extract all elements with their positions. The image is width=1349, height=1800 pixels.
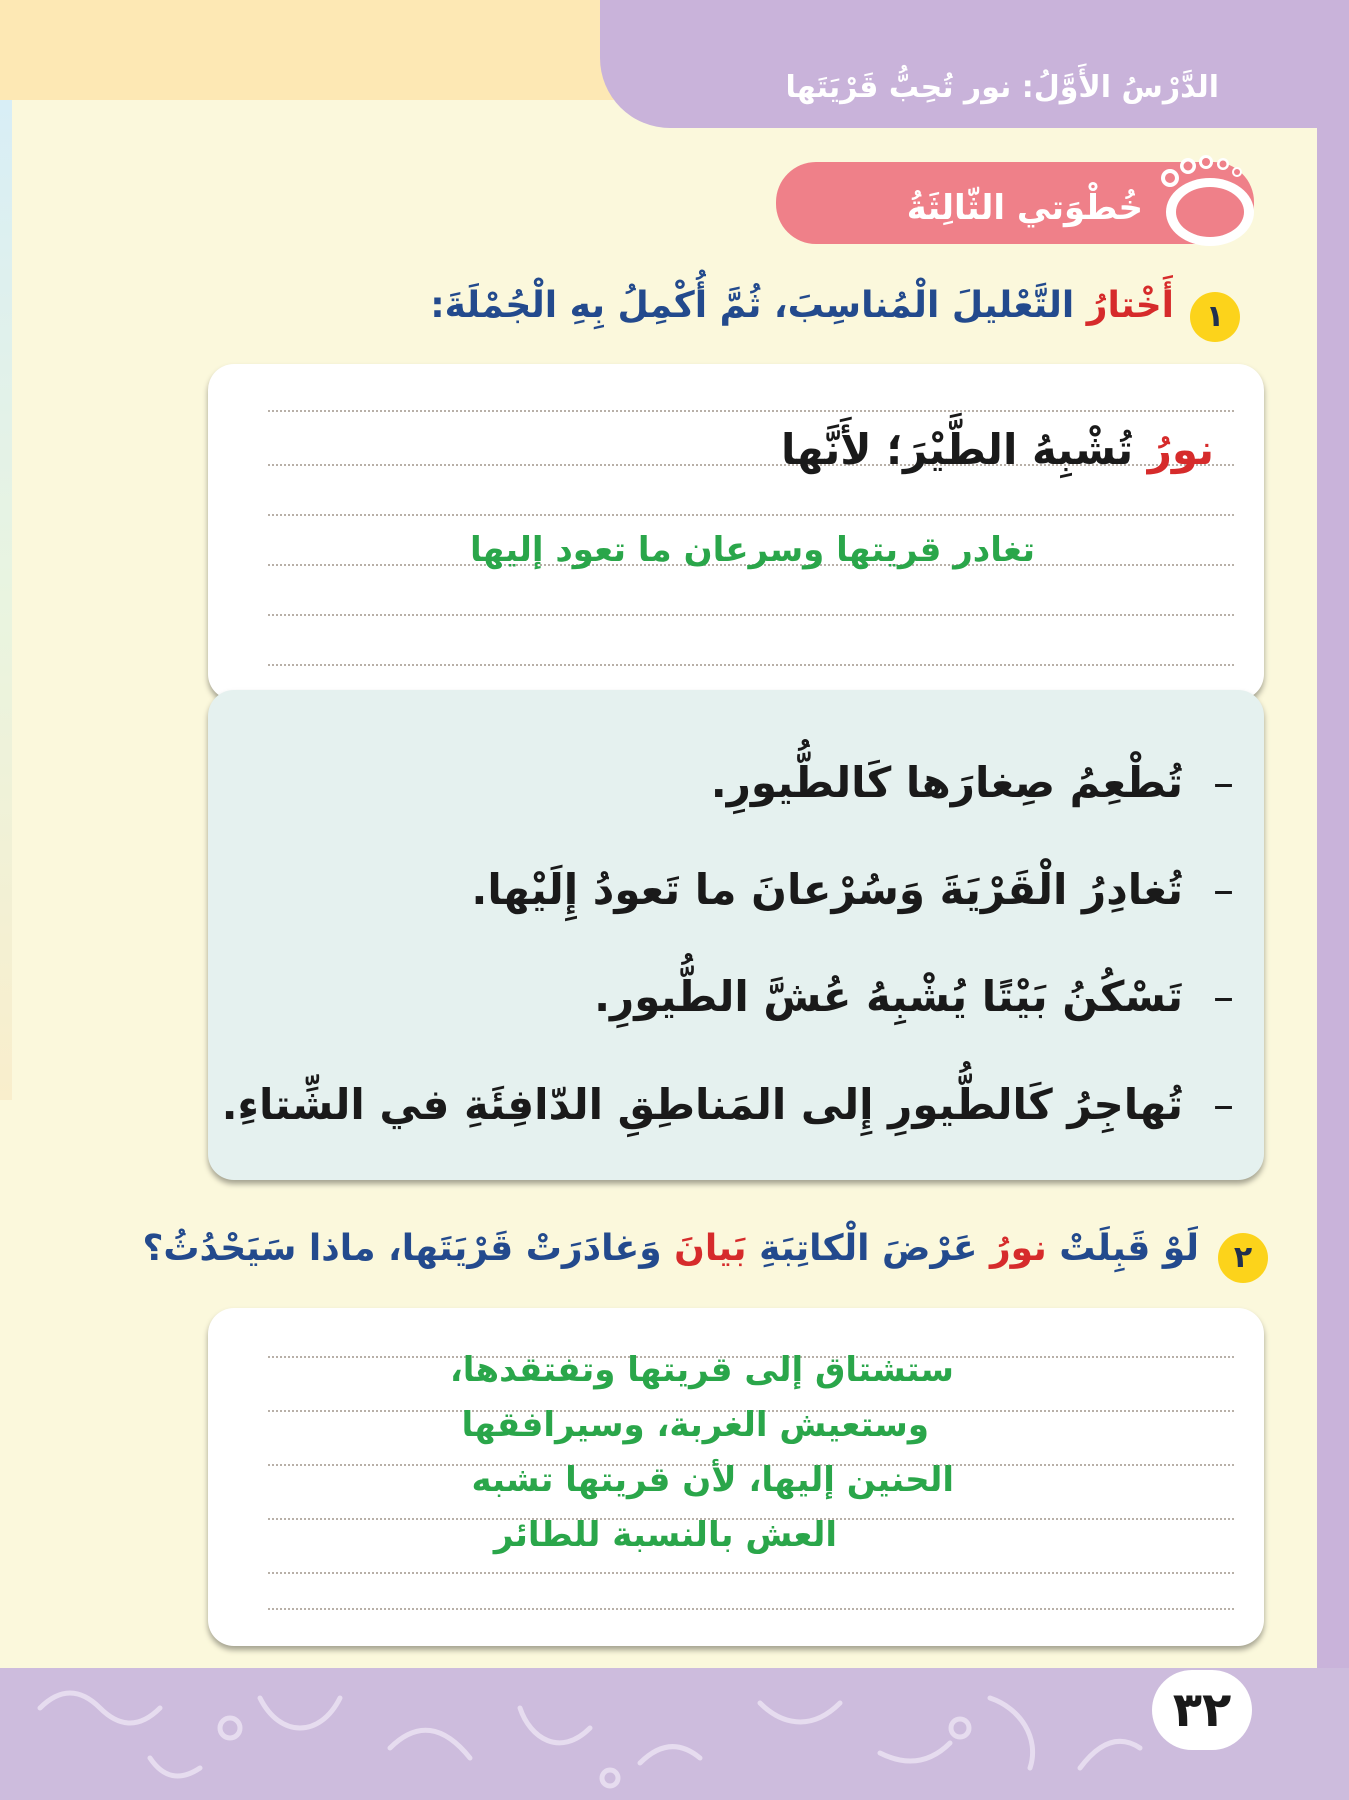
calligraphy-pattern xyxy=(0,1668,1349,1800)
answer-2-line: العش بالنسبة للطائر xyxy=(493,1515,837,1555)
answer-2-line: وستعيش الغربة، وسيرافقها xyxy=(461,1405,929,1445)
sentence-name: نورُ xyxy=(1147,425,1214,474)
footer-band xyxy=(0,1668,1349,1800)
writing-line xyxy=(268,664,1234,666)
writing-line xyxy=(268,1572,1234,1574)
option-text: تُغادِرُ الْقَرْيَةَ وَسُرْعانَ ما تَعودُ إِلَيْها. xyxy=(471,865,1183,914)
step-title: خُطْوَتي الثّالِثَةُ xyxy=(906,188,1143,228)
footprint-icon xyxy=(1148,150,1258,250)
option-item xyxy=(711,758,1234,807)
header-purple-band xyxy=(600,0,1349,128)
question-2-text xyxy=(142,1228,1199,1269)
answer-2-line: الحنين إليها، لأن قريتها تشبه xyxy=(471,1460,954,1500)
option-item xyxy=(222,1080,1234,1129)
writing-line xyxy=(268,614,1234,616)
question-1-instruction: التَّعْليلَ الْمُناسِبَ، ثُمَّ أُكْمِلُ بِهِ الْجُمْلَةَ: xyxy=(430,285,1087,326)
left-color-strip xyxy=(0,100,12,1100)
question-1-text xyxy=(430,285,1174,326)
option-text: تُهاجِرُ كَالطُّيورِ إِلى المَناطِقِ الدّافِئَةِ في الشِّتاءِ. xyxy=(221,1080,1183,1129)
writing-line xyxy=(268,410,1234,412)
option-text: تُطْعِمُ صِغارَها كَالطُّيورِ. xyxy=(710,758,1183,807)
header-peach-band xyxy=(0,0,620,100)
sentence-rest: تُشْبِهُ الطَّيْرَ؛ لأَنَّها xyxy=(781,425,1148,474)
question-1-answer: تغادر قريتها وسرعان ما تعود إليها xyxy=(470,530,1035,570)
question-number-badge: ٢ xyxy=(1218,1233,1268,1283)
option-item xyxy=(594,972,1234,1021)
question-number-badge: ١ xyxy=(1190,292,1240,342)
answer-2-line: ستشتاق إلى قريتها وتفتقدها، xyxy=(449,1350,954,1390)
writing-line xyxy=(268,1608,1234,1610)
question-1-verb: أَخْتارُ xyxy=(1086,285,1174,326)
option-text: تَسْكُنُ بَيْتًا يُشْبِهُ عُشَّ الطُّيورِ. xyxy=(594,972,1183,1021)
question-2-part: لَوْ قَبِلَتْ xyxy=(1046,1228,1199,1269)
writing-line xyxy=(268,514,1234,516)
page-number: ٣٢ xyxy=(1152,1670,1252,1750)
option-dash: – xyxy=(1213,972,1234,1021)
option-dash: – xyxy=(1213,758,1234,807)
option-dash: – xyxy=(1213,865,1234,914)
question-1-sentence xyxy=(781,425,1214,474)
lesson-title: الدَّرْسُ الأَوَّلُ: نور تُحِبُّ قَرْيَتَها xyxy=(785,70,1219,105)
question-2-part: عَرْضَ الْكاتِبَةِ xyxy=(746,1228,990,1269)
question-2-part: وَغادَرَتْ قَرْيَتَها، ماذا سَيَحْدُثُ؟ xyxy=(142,1228,675,1269)
question-2-name: بَيانَ xyxy=(674,1228,747,1269)
question-2-name: نورُ xyxy=(989,1228,1047,1269)
option-dash: – xyxy=(1213,1080,1234,1129)
option-item xyxy=(471,865,1234,914)
right-purple-strip xyxy=(1317,100,1349,1680)
